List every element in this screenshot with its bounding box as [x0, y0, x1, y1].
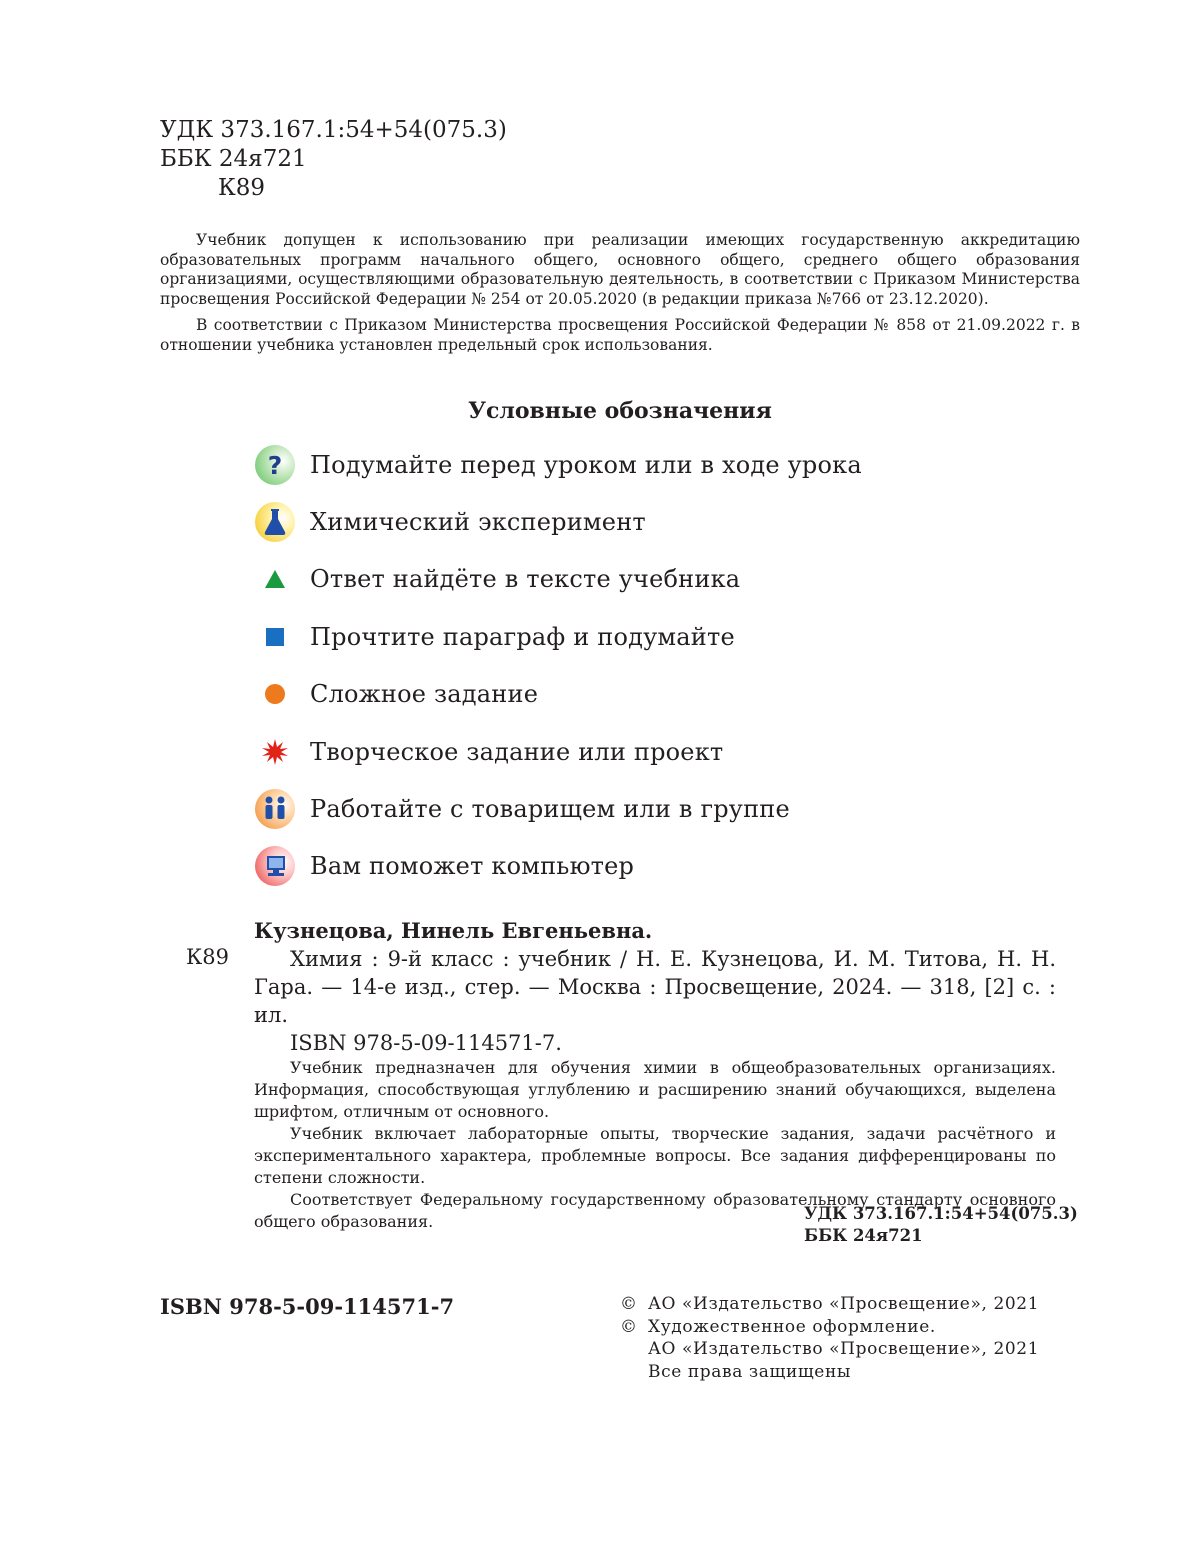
legend-text: Работайте с товарищем или в группе [310, 795, 790, 824]
legend-text: Сложное задание [310, 680, 539, 709]
legend-list [254, 436, 954, 895]
card-title-line: Химия : 9-й класс : учебник / Н. Е. Кузнецова, И. М. Титова, Н. Н. Гара. — 14-е изд., стер. — Москва : Просвещение, 2024. — 318, [2] с. : ил. [254, 947, 1056, 1027]
rights-line [620, 1361, 1039, 1384]
copyright-text: АО «Издательство «Просвещение», 2021 [648, 1339, 1040, 1359]
legend-text: Творческое задание или проект [310, 737, 724, 766]
card-author-mark: К89 [186, 945, 229, 969]
legend-text: Ответ найдёте в тексте учебника [310, 565, 741, 594]
triangle-icon [254, 558, 296, 600]
flask-icon [254, 501, 296, 543]
legend-item-group [254, 780, 954, 837]
card-isbn: ISBN 978-5-09-114571-7. [290, 1031, 562, 1055]
legend-item-computer [254, 838, 954, 895]
copyright-line-3 [620, 1338, 1039, 1361]
card-author: Кузнецова, Нинель Евгеньевна. [254, 918, 653, 943]
card-bbk-code: ББК 24я721 [804, 1226, 923, 1245]
annotation-paragraph-2: Учебник включает лабораторные опыты, творческие задания, задачи расчётного и экспериментального характера, проблемные вопросы. Все задания дифференцированы по степени сложности. [254, 1124, 1056, 1187]
legend-text: Химический эксперимент [310, 508, 646, 537]
card-udk-code: УДК 373.167.1:54+54(075.3) [804, 1204, 1078, 1223]
copyright-text: АО «Издательство «Просвещение», 2021 [648, 1294, 1040, 1314]
legend-item-answer [254, 551, 954, 608]
approval-paragraph-2: В соответствии с Приказом Министерства просвещения Российской Федерации № 858 от 21.09.2022 г. в отношении учебника установлен предельный срок использования. [160, 316, 1080, 354]
copyright-line-1 [620, 1293, 1039, 1316]
legend-text: Вам поможет компьютер [310, 852, 635, 881]
legend-item-think [254, 436, 954, 493]
annotation-paragraph-3: Соответствует Федеральному государственному образовательному стандарту основного общего образования. [254, 1190, 1056, 1231]
star-burst-icon [254, 731, 296, 773]
legend-text: Подумайте перед уроком или в ходе урока [310, 450, 862, 479]
copyright-symbol: © [620, 1294, 638, 1314]
udk-code: УДК 373.167.1:54+54(075.3) [160, 117, 507, 143]
svg-text:?: ? [267, 450, 283, 480]
people-icon [254, 788, 296, 830]
bbk-code: ББК 24я721 [160, 146, 307, 172]
legend-item-hard [254, 666, 954, 723]
legend-title: Условные обозначения [468, 398, 772, 424]
computer-icon [254, 845, 296, 887]
approval-paragraph-1: Учебник допущен к использованию при реализации имеющих государственную аккредитацию образовательных программ начального общего, основного общего, среднего общего образования организациями, осуществляющими образовательную деятельность, в соответствии с Приказом Министерства просвещения Российской Федерации № 254 от 20.05.2020 (в редакции приказа №766 от 23.12.2020). [160, 231, 1080, 308]
legend-item-experiment [254, 493, 954, 550]
legend-item-read [254, 608, 954, 665]
copyright-symbol: © [620, 1316, 638, 1337]
square-icon [254, 616, 296, 658]
question-icon [254, 444, 296, 486]
legend-text: Прочтите параграф и подумайте [310, 622, 735, 651]
footer-isbn: ISBN 978-5-09-114571-7 [160, 1294, 455, 1319]
copyright-text: Художественное оформление. [648, 1316, 936, 1337]
approval-notice [160, 231, 1080, 362]
rights-text: Все права защищены [648, 1361, 852, 1382]
copyright-line-2 [620, 1316, 1039, 1339]
copyright-block [620, 1293, 1039, 1383]
author-mark: К89 [218, 175, 266, 201]
legend-item-creative [254, 723, 954, 780]
catalog-card [254, 917, 1056, 1233]
header-classification [160, 116, 507, 203]
circle-icon [254, 673, 296, 715]
annotation-paragraph-1: Учебник предназначен для обучения химии в общеобразовательных организациях. Информация, способствующая углублению и расширению знаний обучающихся, выделена шрифтом, отличным от основного. [254, 1058, 1056, 1121]
card-classification [804, 1203, 1078, 1247]
